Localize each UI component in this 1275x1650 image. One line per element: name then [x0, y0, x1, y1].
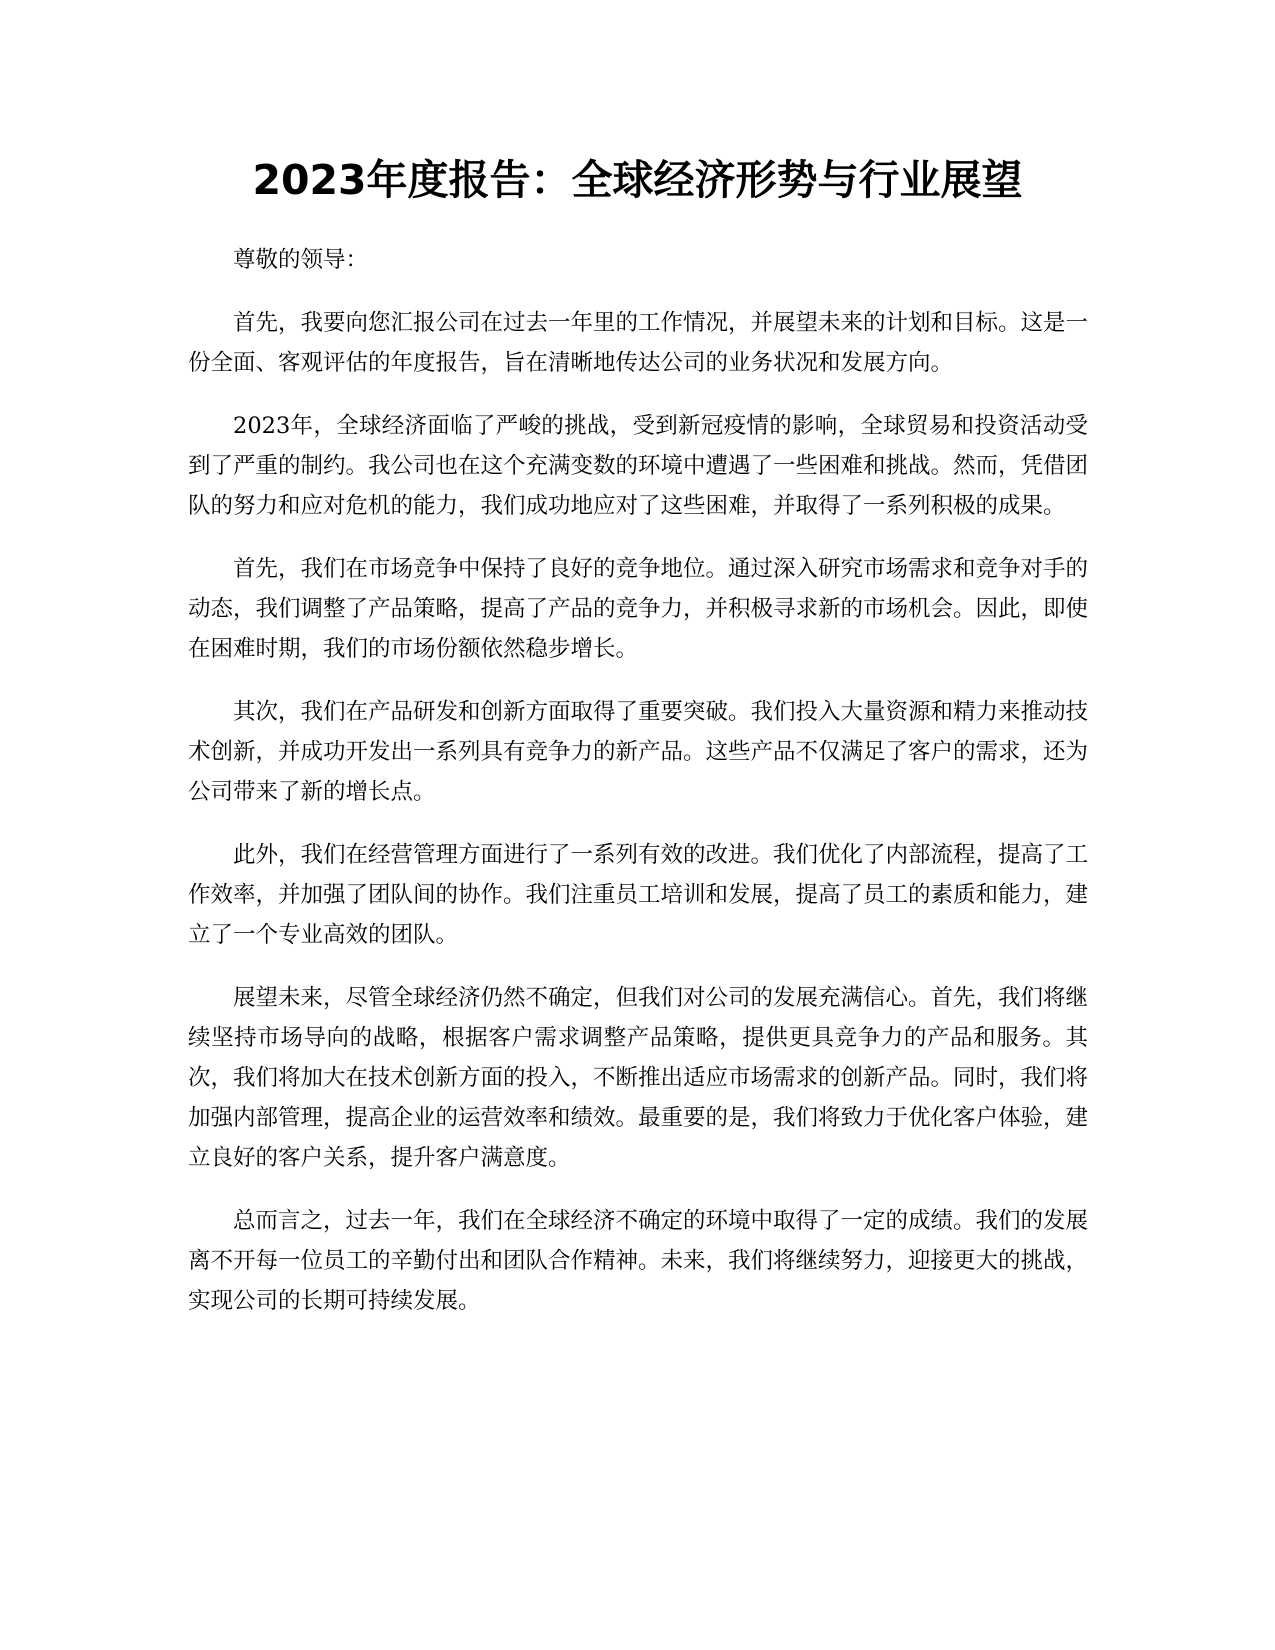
salutation: 尊敬的领导： [233, 247, 369, 273]
paragraph-conclusion: 总而言之，过去一年，我们在全球经济不确定的环境中取得了一定的成绩。我们的发展离不开每一位员工的辛勤付出和团队合作精神。未来，我们将继续努力，迎接更大的挑战，实现公司的长期可持续发展。 [188, 1208, 1089, 1314]
document-title: 2023年度报告：全球经济形势与行业展望 [252, 156, 1023, 204]
paragraph-economy: 2023年，全球经济面临了严峻的挑战，受到新冠疫情的影响，全球贸易和投资活动受到了严重的制约。我公司也在这个充满变数的环境中遭遇了一些困难和挑战。然而，凭借团队的努力和应对危机的能力，我们成功地应对了这些困难，并取得了一系列积极的成果。 [188, 413, 1089, 519]
document-body [188, 240, 1088, 1344]
paragraph-outlook: 展望未来，尽管全球经济仍然不确定，但我们对公司的发展充满信心。首先，我们将继续坚持市场导向的战略，根据客户需求调整产品策略，提供更具竞争力的产品和服务。其次，我们将加大在技术创新方面的投入，不断推出适应市场需求的创新产品。同时，我们将加强内部管理，提高企业的运营效率和绩效。最重要的是，我们将致力于优化客户体验，建立良好的客户关系，提升客户满意度。 [188, 985, 1089, 1171]
paragraph-market: 首先，我们在市场竞争中保持了良好的竞争地位。通过深入研究市场需求和竞争对手的动态，我们调整了产品策略，提高了产品的竞争力，并积极寻求新的市场机会。因此，即使在困难时期，我们的市场份额依然稳步增长。 [188, 556, 1089, 662]
paragraph-intro: 首先，我要向您汇报公司在过去一年里的工作情况，并展望未来的计划和目标。这是一份全面、客观评估的年度报告，旨在清晰地传达公司的业务状况和发展方向。 [188, 310, 1089, 376]
paragraph-innovation: 其次，我们在产品研发和创新方面取得了重要突破。我们投入大量资源和精力来推动技术创新，并成功开发出一系列具有竞争力的新产品。这些产品不仅满足了客户的需求，还为公司带来了新的增长点。 [188, 699, 1089, 805]
paragraph-management: 此外，我们在经营管理方面进行了一系列有效的改进。我们优化了内部流程，提高了工作效率，并加强了团队间的协作。我们注重员工培训和发展，提高了员工的素质和能力，建立了一个专业高效的团队。 [188, 842, 1089, 948]
